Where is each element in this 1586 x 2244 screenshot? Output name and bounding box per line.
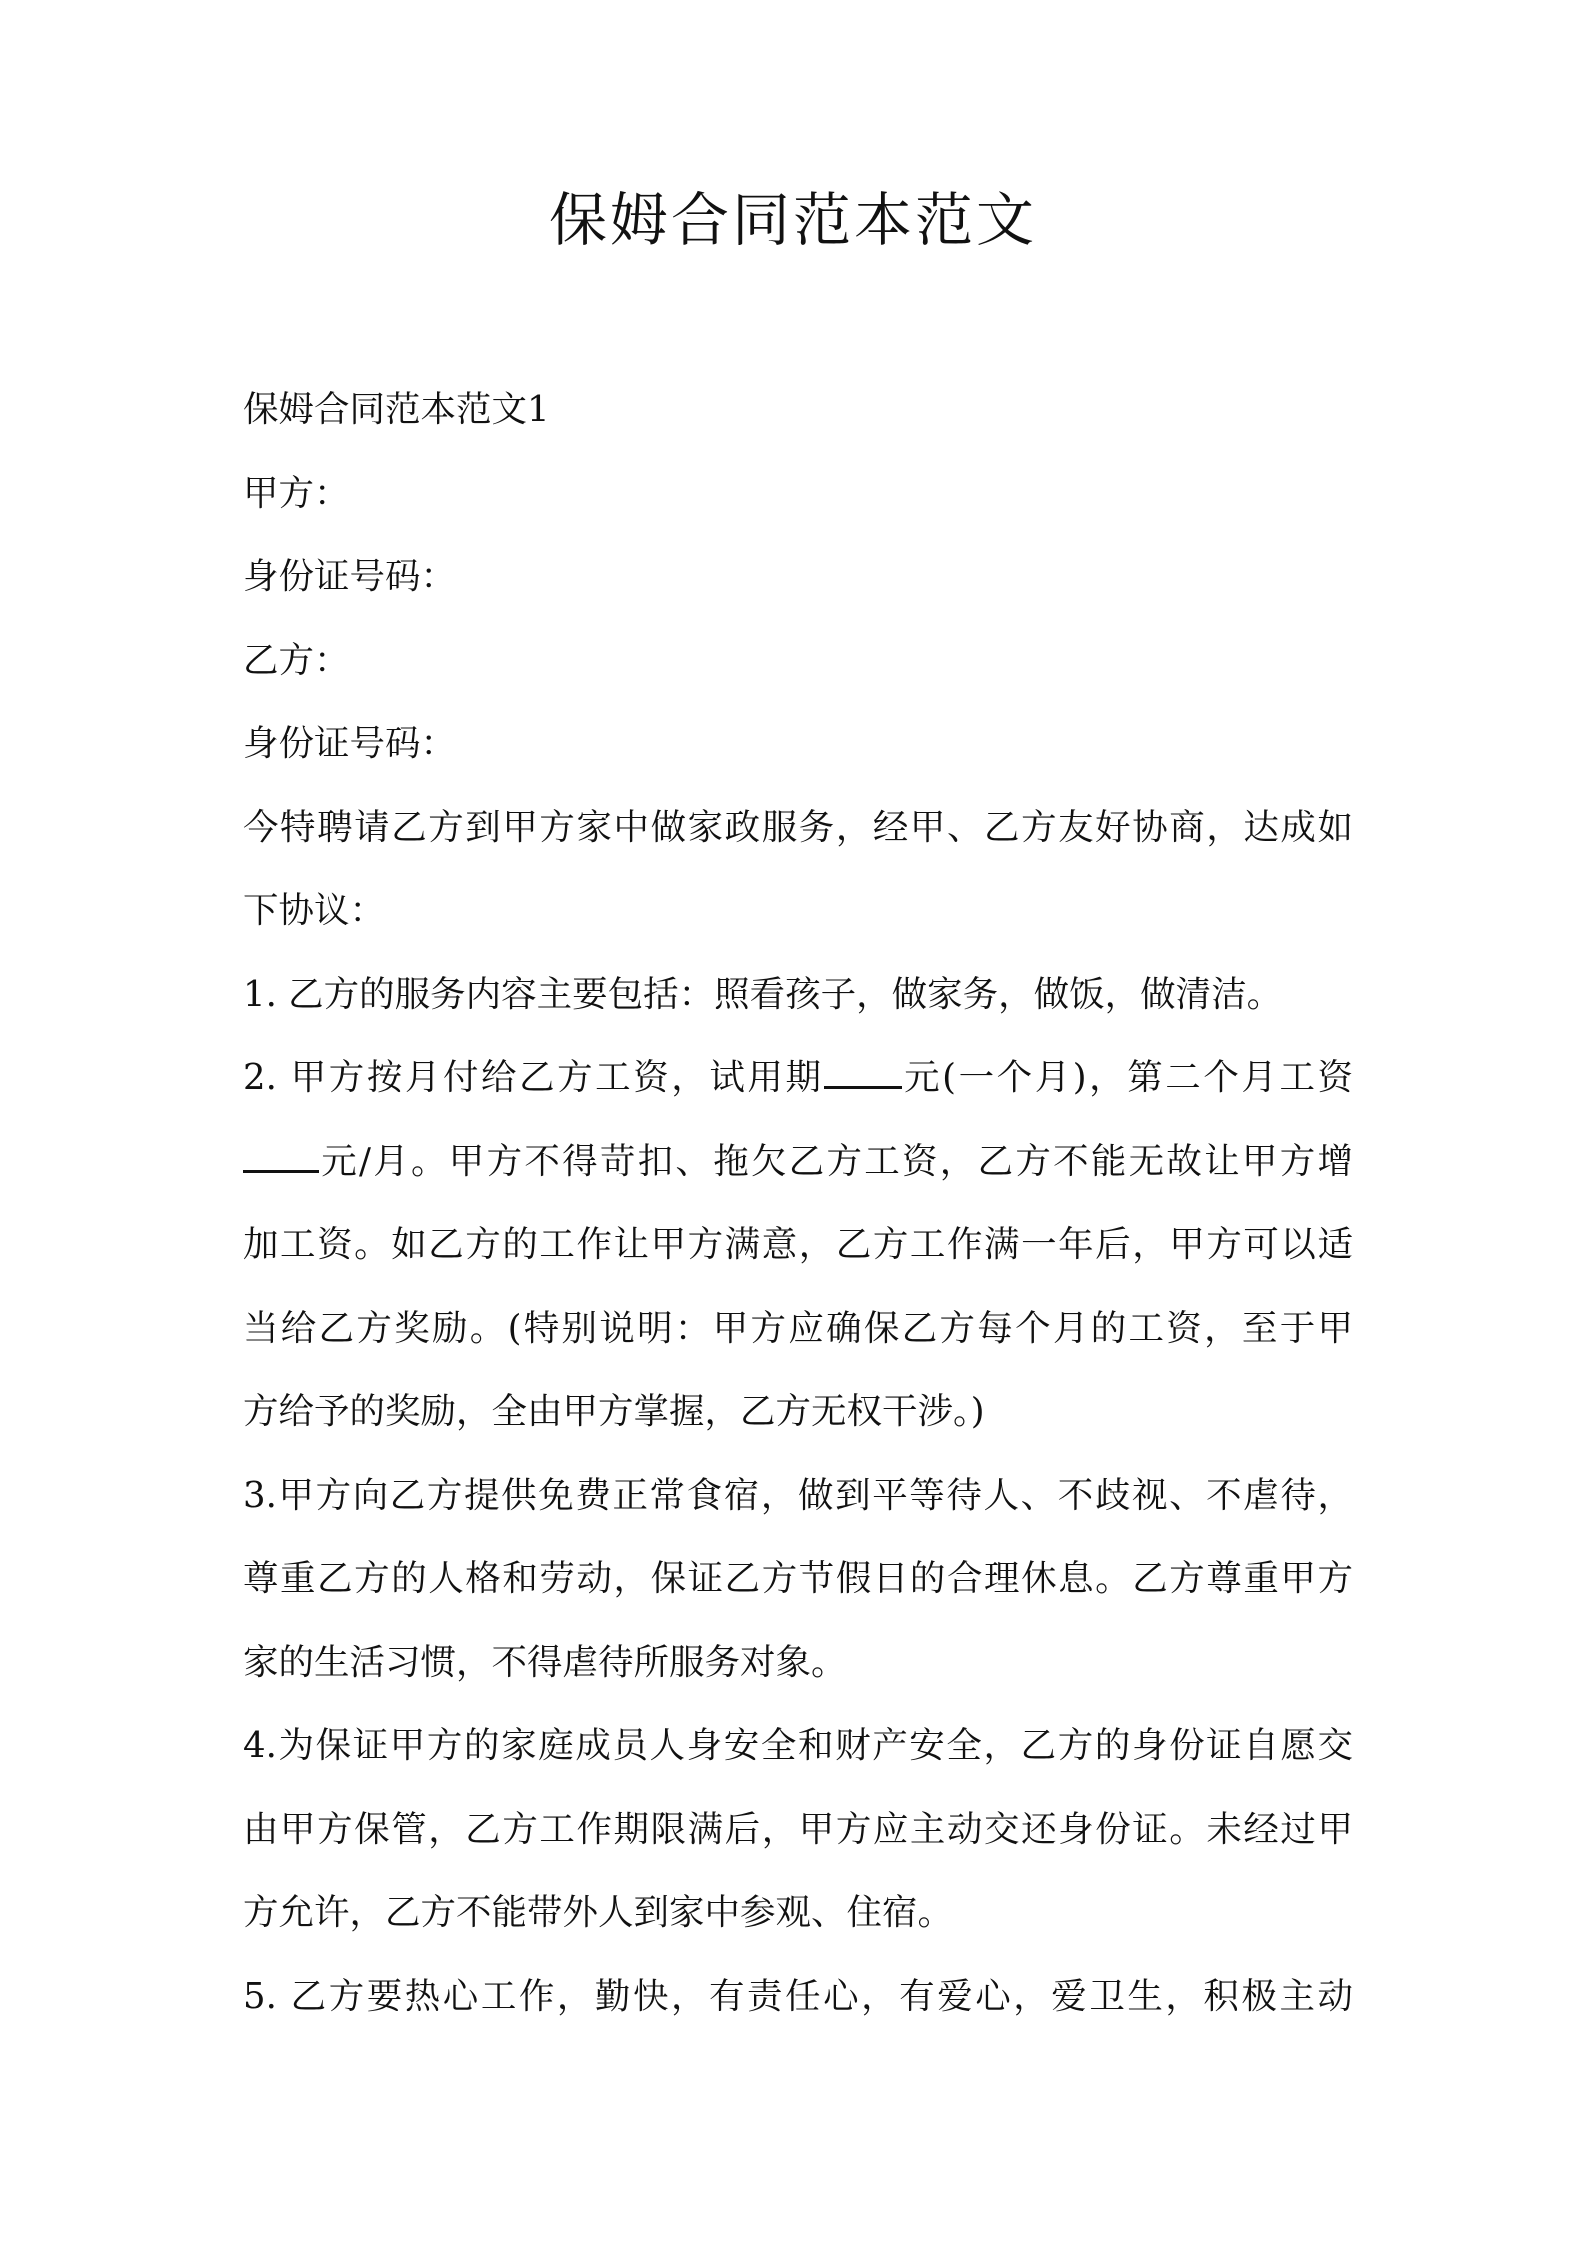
trial-salary-blank xyxy=(824,1054,902,1089)
clause-4-line: 4.为保证甲方的家庭成员人身安全和财产安全，乙方的身份证自愿交 xyxy=(243,1725,1353,1766)
party-b-id-label: 身份证号码： xyxy=(243,723,457,764)
clause-4-line: 由甲方保管，乙方工作期限满后，甲方应主动交还身份证。未经过甲 xyxy=(243,1808,1353,1850)
party-a-id-label: 身份证号码： xyxy=(243,556,457,597)
clause-2-text: 元/月。甲方不得苛扣、拖欠乙方工资，乙方不能无故让甲方增 xyxy=(319,1140,1353,1182)
clause-3-line: 3.甲方向乙方提供免费正常食宿，做到平等待人、不歧视、不虐待， xyxy=(243,1474,1353,1516)
monthly-salary-blank xyxy=(243,1138,319,1173)
clause-3-line: 尊重乙方的人格和劳动，保证乙方节假日的合理休息。乙方尊重甲方 xyxy=(243,1558,1353,1599)
clause-3-line: 家的生活习惯，不得虐待所服务对象。 xyxy=(243,1641,847,1683)
clause-2-line: 方给予的奖励，全由甲方掌握，乙方无权干涉。) xyxy=(243,1391,985,1432)
clause-4-line: 方允许，乙方不能带外人到家中参观、住宿。 xyxy=(243,1892,954,1933)
clause-2-line: 当给乙方奖励。(特别说明：甲方应确保乙方每个月的工资，至于甲 xyxy=(243,1307,1353,1349)
clause-2-text: 元(一个月)，第二个月工资 xyxy=(901,1057,1354,1098)
document-body xyxy=(243,368,1353,2038)
document-title: 保姆合同范本范文 xyxy=(548,186,1037,254)
clause-2-line: 加工资。如乙方的工作让甲方满意，乙方工作满一年后，甲方可以适 xyxy=(243,1224,1353,1265)
clause-2-line xyxy=(243,1120,1353,1204)
party-b-label: 乙方： xyxy=(243,639,350,681)
clause-2-text: 2. 甲方按月付给乙方工资，试用期 xyxy=(243,1057,824,1098)
clause-5-line: 5. 乙方要热心工作，勤快，有责任心，有爱心，爱卫生，积极主动 xyxy=(243,1975,1354,2017)
intro-paragraph-line: 今特聘请乙方到甲方家中做家政服务，经甲、乙方友好协商，达成如 xyxy=(243,806,1353,848)
intro-paragraph-line: 下协议： xyxy=(243,890,386,931)
clause-1: 1. 乙方的服务内容主要包括：照看孩子，做家务，做饭，做清洁。 xyxy=(243,973,1283,1015)
clause-2-line xyxy=(243,1036,1353,1120)
party-a-label: 甲方： xyxy=(243,472,350,514)
contract-heading: 保姆合同范本范文1 xyxy=(243,389,550,430)
